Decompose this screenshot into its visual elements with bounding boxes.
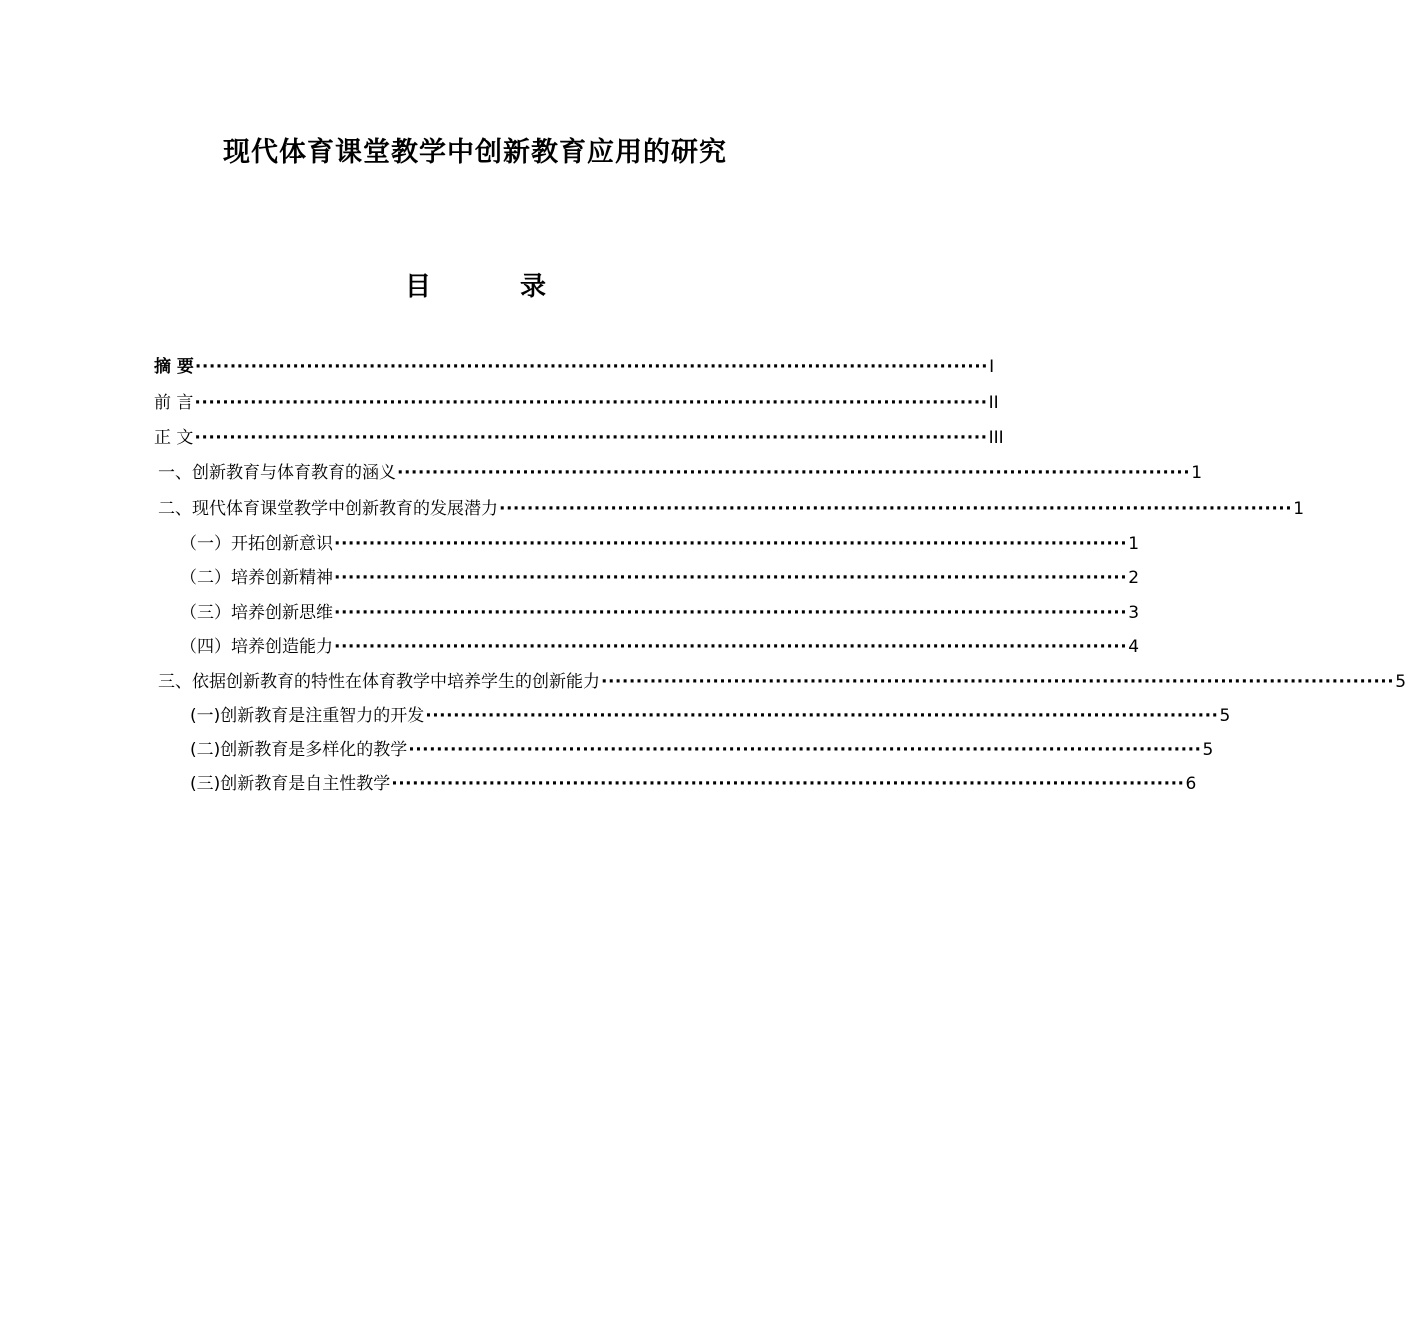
toc-entry-page: 1 — [1128, 534, 1140, 554]
toc-entry-section-3-2[interactable] — [190, 739, 1214, 761]
toc-entry-page: Ⅰ — [989, 357, 995, 377]
toc-entry-page: 5 — [1395, 672, 1406, 692]
toc-leader-dots: ·················································································································· — [334, 534, 1128, 554]
toc-entry-section-2-1[interactable] — [180, 533, 1140, 555]
toc-leader-dots: ·················································································································· — [334, 603, 1128, 623]
document-title: 现代体育课堂教学中创新教育应用的研究 — [223, 137, 727, 168]
toc-leader-dots: ·················································································································· — [499, 499, 1293, 519]
toc-entry-text: (二)创新教育是多样化的教学 — [190, 740, 408, 760]
toc-entry-text: 一、创新教育与体育教育的涵义 — [158, 463, 396, 483]
toc-entry-preface[interactable] — [154, 392, 999, 414]
toc-entry-text: （四）培养创造能力 — [180, 637, 333, 657]
toc-leader-dots: ·················································································································· — [194, 428, 988, 448]
toc-leader-dots: ·················································································································· — [391, 774, 1185, 794]
toc-leader-dots: ·················································································································· — [601, 672, 1395, 692]
toc-heading-mu: 目 — [405, 272, 432, 302]
toc-entry-section-3-3[interactable] — [190, 773, 1197, 795]
toc-entry-section-1[interactable] — [158, 462, 1203, 484]
toc-entry-text: 摘 要 — [154, 357, 194, 377]
toc-leader-dots: ·················································································································· — [425, 706, 1219, 726]
toc-leader-dots: ·················································································································· — [194, 357, 989, 377]
toc-entry-text: （三）培养创新思维 — [180, 603, 333, 623]
toc-entry-section-3[interactable] — [158, 671, 1406, 693]
toc-heading-lu: 录 — [520, 272, 547, 302]
toc-entry-text: (三)创新教育是自主性教学 — [190, 774, 391, 794]
toc-leader-dots: ·················································································································· — [194, 393, 988, 413]
toc-leader-dots: ·················································································································· — [397, 463, 1191, 483]
toc-entry-text: （一）开拓创新意识 — [180, 534, 333, 554]
toc-entry-text: (一)创新教育是注重智力的开发 — [190, 706, 425, 726]
toc-leader-dots: ·················································································································· — [408, 740, 1202, 760]
toc-entry-page: 2 — [1128, 568, 1140, 588]
toc-entry-page: 6 — [1185, 774, 1197, 794]
toc-entry-page: 4 — [1128, 637, 1140, 657]
toc-entry-page: 3 — [1128, 603, 1140, 623]
toc-entry-page: 5 — [1219, 706, 1231, 726]
toc-leader-dots: ·················································································································· — [334, 637, 1128, 657]
toc-entry-page: II — [988, 393, 999, 413]
toc-entry-page: III — [988, 428, 1004, 448]
toc-entry-section-3-1[interactable] — [190, 705, 1231, 727]
toc-entry-section-2[interactable] — [158, 498, 1305, 520]
toc-entry-page: 5 — [1202, 740, 1214, 760]
toc-entry-text: （二）培养创新精神 — [180, 568, 333, 588]
toc-entry-section-2-2[interactable] — [180, 567, 1140, 589]
toc-entry-page: 1 — [1293, 499, 1305, 519]
toc-entry-text: 前 言 — [154, 393, 194, 413]
toc-entry-text: 二、现代体育课堂教学中创新教育的发展潜力 — [158, 499, 498, 519]
toc-entry-abstract[interactable] — [154, 356, 995, 378]
toc-entry-text: 正 文 — [154, 428, 194, 448]
toc-leader-dots: ·················································································································· — [334, 568, 1128, 588]
toc-entry-section-2-3[interactable] — [180, 602, 1140, 624]
toc-entry-section-2-4[interactable] — [180, 636, 1140, 658]
toc-entry-page: 1 — [1191, 463, 1203, 483]
toc-entry-main-text[interactable] — [154, 427, 1004, 449]
toc-entry-text: 三、依据创新教育的特性在体育教学中培养学生的创新能力 — [158, 672, 600, 692]
